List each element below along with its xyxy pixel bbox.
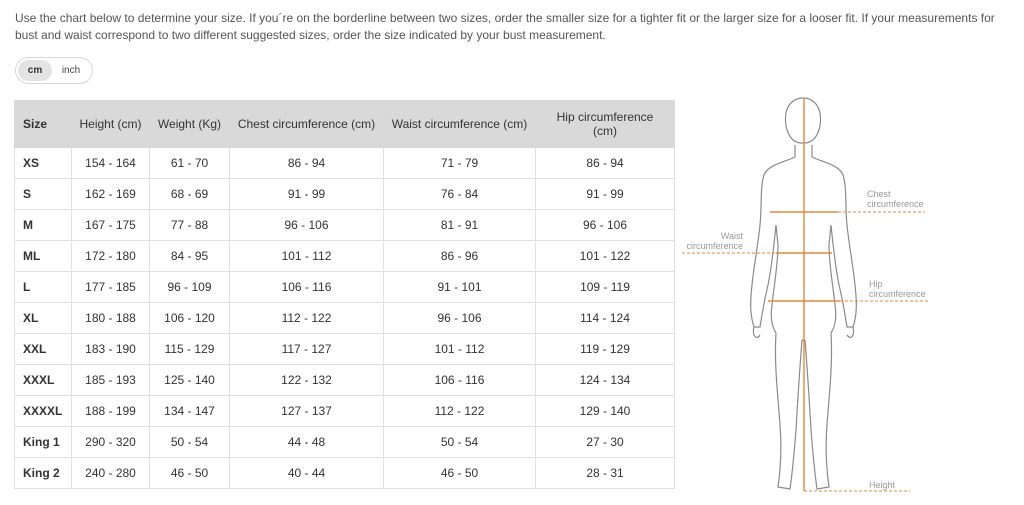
height-cell: 167 - 175 [72,210,150,241]
waist-cell: 71 - 79 [384,148,536,179]
table-row [15,458,675,489]
hip-cell: 101 - 122 [536,241,675,272]
table-row [15,148,675,179]
size-cell: XL [15,303,72,334]
waist-cell: 96 - 106 [384,303,536,334]
hip-cell: 109 - 119 [536,272,675,303]
header-size: Size [15,101,72,148]
size-cell: XXXXL [15,396,72,427]
chest-cell: 127 - 137 [230,396,384,427]
body-outline-illustration [680,95,1020,500]
height-cell: 290 - 320 [72,427,150,458]
size-cell: King 1 [15,427,72,458]
height-cell: 172 - 180 [72,241,150,272]
table-header-row [15,101,675,148]
weight-cell: 77 - 88 [150,210,230,241]
chest-label: Chest circumference [867,189,924,209]
hip-label: Hip circumference [869,279,926,299]
size-cell: ML [15,241,72,272]
table-row [15,365,675,396]
chest-cell: 101 - 112 [230,241,384,272]
intro-text: Use the chart below to determine your size. If you´re on the borderline between two sizes, order the smaller size for a tighter fit or the larger size for a looser fit. If your measurements for bust and waist correspond to two different suggested sizes, order the size indicated by your bust measurement. [15,11,995,42]
height-cell: 180 - 188 [72,303,150,334]
weight-cell: 61 - 70 [150,148,230,179]
weight-cell: 125 - 140 [150,365,230,396]
waist-cell: 81 - 91 [384,210,536,241]
table-row [15,179,675,210]
weight-cell: 68 - 69 [150,179,230,210]
header-height: Height (cm) [72,101,150,148]
header-waist: Waist circumference (cm) [384,101,536,148]
hip-cell: 96 - 106 [536,210,675,241]
size-cell: M [15,210,72,241]
chest-cell: 40 - 44 [230,458,384,489]
table-row [15,427,675,458]
hip-cell: 124 - 134 [536,365,675,396]
size-cell: XXL [15,334,72,365]
height-cell: 154 - 164 [72,148,150,179]
height-cell: 162 - 169 [72,179,150,210]
body-measurement-figure [680,95,1020,500]
size-cell: L [15,272,72,303]
chest-cell: 112 - 122 [230,303,384,334]
hip-cell: 28 - 31 [536,458,675,489]
waist-cell: 101 - 112 [384,334,536,365]
chest-cell: 117 - 127 [230,334,384,365]
table-row [15,210,675,241]
size-cell: S [15,179,72,210]
size-cell: King 2 [15,458,72,489]
table-row [15,396,675,427]
weight-cell: 50 - 54 [150,427,230,458]
header-hip: Hip circumference (cm) [536,101,675,148]
unit-inch-button[interactable]: inch [61,65,81,76]
table-row [15,334,675,365]
header-chest: Chest circumference (cm) [230,101,384,148]
hip-cell: 119 - 129 [536,334,675,365]
chest-cell: 106 - 116 [230,272,384,303]
waist-cell: 106 - 116 [384,365,536,396]
hip-cell: 91 - 99 [536,179,675,210]
weight-cell: 46 - 50 [150,458,230,489]
weight-cell: 134 - 147 [150,396,230,427]
hip-cell: 27 - 30 [536,427,675,458]
chest-cell: 91 - 99 [230,179,384,210]
size-chart-table [14,100,675,489]
waist-label: Waist circumference [686,231,743,251]
waist-cell: 91 - 101 [384,272,536,303]
height-cell: 240 - 280 [72,458,150,489]
leader-lines [682,212,928,491]
height-cell: 183 - 190 [72,334,150,365]
height-label: Height [869,480,896,490]
hip-cell: 114 - 124 [536,303,675,334]
chest-cell: 86 - 94 [230,148,384,179]
hip-cell: 129 - 140 [536,396,675,427]
height-cell: 188 - 199 [72,396,150,427]
chest-cell: 96 - 106 [230,210,384,241]
unit-toggle[interactable] [15,57,93,84]
chest-cell: 122 - 132 [230,365,384,396]
weight-cell: 115 - 129 [150,334,230,365]
table-row [15,241,675,272]
measurement-lines [768,99,840,491]
header-weight: Weight (Kg) [150,101,230,148]
waist-cell: 46 - 50 [384,458,536,489]
chest-cell: 44 - 48 [230,427,384,458]
size-cell: XXXL [15,365,72,396]
waist-cell: 86 - 96 [384,241,536,272]
table-row [15,272,675,303]
table-row [15,303,675,334]
waist-cell: 50 - 54 [384,427,536,458]
hip-cell: 86 - 94 [536,148,675,179]
unit-cm-button[interactable]: cm [18,60,52,81]
waist-cell: 76 - 84 [384,179,536,210]
table-body [15,148,675,489]
weight-cell: 106 - 120 [150,303,230,334]
weight-cell: 96 - 109 [150,272,230,303]
height-cell: 177 - 185 [72,272,150,303]
height-cell: 185 - 193 [72,365,150,396]
size-cell: XS [15,148,72,179]
waist-cell: 112 - 122 [384,396,536,427]
weight-cell: 84 - 95 [150,241,230,272]
